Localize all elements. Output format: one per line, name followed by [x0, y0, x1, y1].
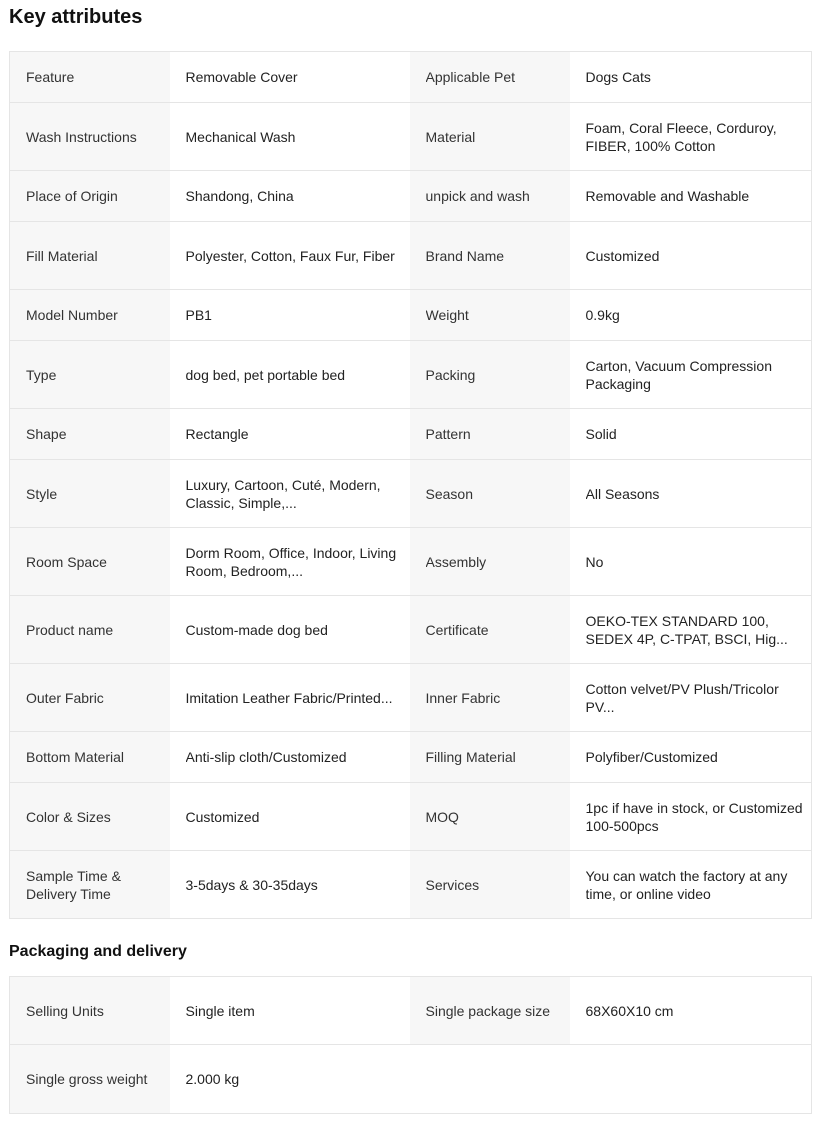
attribute-label: Applicable Pet — [425, 69, 516, 85]
attribute-value: Cotton velvet/PV Plush/Tricolor PV... — [585, 680, 779, 715]
attribute-value-cell — [170, 783, 410, 851]
attribute-value-cell — [570, 409, 812, 460]
attribute-label-cell — [410, 596, 570, 664]
attribute-label-cell — [410, 290, 570, 341]
attribute-label-cell — [410, 664, 570, 732]
attribute-label: Services — [425, 876, 480, 893]
attribute-label: Fill Material — [26, 247, 98, 264]
attribute-value-cell — [570, 528, 812, 596]
attribute-value-cell — [570, 171, 812, 222]
attribute-label: Filling Material — [425, 749, 516, 765]
attribute-label-cell — [10, 222, 170, 290]
packaging-table — [9, 976, 812, 1114]
attribute-label: Assembly — [425, 553, 487, 570]
attribute-value: PB1 — [185, 307, 212, 323]
attribute-value-cell — [570, 103, 812, 171]
attribute-value-cell — [570, 732, 812, 783]
attribute-label: Product name — [26, 621, 114, 638]
attribute-label-cell — [410, 341, 570, 409]
attribute-row — [10, 52, 812, 103]
attribute-label-cell — [10, 171, 170, 222]
attribute-value-cell — [170, 460, 410, 528]
attribute-value: 0.9kg — [585, 307, 620, 323]
attribute-value: dog bed, pet portable bed — [185, 366, 346, 383]
attribute-label: Selling Units — [26, 1002, 104, 1019]
attribute-value-cell — [570, 664, 812, 732]
attribute-label: Sample Time & Delivery Time — [26, 867, 121, 902]
attribute-value: You can watch the factory at any time, or online video — [585, 867, 788, 902]
attribute-label-cell — [10, 103, 170, 171]
attribute-label: Feature — [26, 69, 75, 85]
attribute-row — [10, 596, 812, 664]
attribute-value-cell — [170, 977, 410, 1045]
attribute-row — [10, 341, 812, 409]
attribute-label: Brand Name — [425, 247, 505, 264]
attribute-row — [10, 977, 812, 1045]
attribute-label-cell — [410, 52, 570, 103]
attribute-value: Removable Cover — [185, 69, 298, 85]
attribute-label-cell — [10, 341, 170, 409]
attribute-value: All Seasons — [585, 485, 660, 502]
attribute-label: Bottom Material — [26, 749, 125, 765]
attribute-label: Room Space — [26, 553, 107, 570]
attribute-label: Color & Sizes — [26, 808, 111, 825]
attribute-value: Custom-made dog bed — [185, 621, 328, 638]
attribute-label-cell — [410, 222, 570, 290]
attribute-value-cell — [570, 52, 812, 103]
attribute-row — [10, 222, 812, 290]
attribute-label: Model Number — [26, 307, 118, 323]
attribute-label: Certificate — [425, 621, 489, 638]
attribute-label-cell — [410, 977, 570, 1045]
attribute-label-cell — [10, 409, 170, 460]
attribute-label-cell — [10, 52, 170, 103]
attribute-label-cell — [10, 596, 170, 664]
attribute-label-cell — [410, 732, 570, 783]
attribute-label-cell — [10, 528, 170, 596]
attribute-value-cell — [570, 783, 812, 851]
attribute-value: Carton, Vacuum Compression Packaging — [585, 357, 772, 392]
attribute-value: Customized — [185, 808, 260, 825]
attribute-label: Single gross weight — [26, 1071, 148, 1087]
attribute-value-cell — [170, 528, 410, 596]
attribute-value: Anti-slip cloth/Customized — [185, 749, 347, 765]
attribute-value-cell — [170, 664, 410, 732]
attribute-value-cell — [170, 732, 410, 783]
attribute-value: OEKO-TEX STANDARD 100, SEDEX 4P, C-TPAT, BSCI, Hig... — [585, 612, 788, 647]
attribute-value: Foam, Coral Fleece, Corduroy, FIBER, 100% Cotton — [585, 119, 777, 154]
attribute-row — [10, 664, 812, 732]
attribute-label-cell — [410, 103, 570, 171]
attribute-value-cell — [570, 596, 812, 664]
attribute-value-cell — [570, 341, 812, 409]
attribute-label: Outer Fabric — [26, 689, 104, 706]
attribute-label: Material — [425, 128, 476, 145]
attribute-value: Solid — [585, 426, 617, 442]
attribute-label-cell — [410, 460, 570, 528]
attribute-value: Imitation Leather Fabric/Printed... — [185, 689, 393, 706]
attribute-value-cell — [170, 1045, 410, 1114]
attribute-value: Shandong, China — [185, 188, 294, 204]
attribute-label-cell — [10, 1045, 170, 1114]
attribute-label: Wash Instructions — [26, 128, 137, 145]
attribute-value: Dogs Cats — [585, 69, 651, 85]
attribute-value-cell — [570, 222, 812, 290]
attribute-value-cell — [170, 222, 410, 290]
attribute-value: No — [585, 553, 604, 570]
attribute-value-cell — [170, 103, 410, 171]
attribute-value: 68X60X10 cm — [585, 1002, 674, 1019]
attribute-value: Mechanical Wash — [185, 128, 296, 145]
attribute-label: Inner Fabric — [425, 689, 501, 706]
attribute-label-cell — [10, 783, 170, 851]
attribute-label-cell — [410, 528, 570, 596]
attribute-value-cell — [570, 851, 812, 919]
attribute-value: Customized — [585, 247, 660, 264]
attribute-label: Shape — [26, 426, 67, 442]
attribute-label: Season — [425, 485, 473, 502]
attribute-label-cell — [410, 851, 570, 919]
attribute-value: 3-5days & 30-35days — [185, 876, 318, 893]
attribute-label-cell — [10, 664, 170, 732]
attribute-label-cell — [10, 977, 170, 1045]
attribute-label-cell — [410, 783, 570, 851]
key-attributes-body — [10, 52, 812, 919]
attribute-row — [10, 1045, 812, 1114]
attribute-label: Style — [26, 485, 58, 502]
packaging-body — [10, 977, 812, 1114]
attribute-row — [10, 732, 812, 783]
packaging-title: Packaging and delivery — [9, 943, 187, 960]
attribute-value: 1pc if have in stock, or Customized 100-500pcs — [585, 799, 803, 834]
attribute-label-cell — [410, 409, 570, 460]
attribute-label: Place of Origin — [26, 188, 118, 204]
attribute-value: 2.000 kg — [185, 1071, 240, 1087]
attribute-value-cell — [170, 341, 410, 409]
attribute-label: Packing — [425, 366, 476, 383]
attribute-label: unpick and wash — [425, 188, 530, 204]
attribute-row — [10, 783, 812, 851]
attribute-value: Polyfiber/Customized — [585, 749, 718, 765]
attribute-value-cell — [170, 596, 410, 664]
attribute-value-cell — [170, 851, 410, 919]
attribute-row — [10, 409, 812, 460]
attribute-value-cell — [170, 52, 410, 103]
empty-cell — [410, 1045, 570, 1114]
attribute-label-cell — [10, 460, 170, 528]
attribute-label-cell — [10, 732, 170, 783]
attribute-row — [10, 528, 812, 596]
attribute-value: Single item — [185, 1002, 255, 1019]
attribute-row — [10, 851, 812, 919]
attribute-value-cell — [170, 290, 410, 341]
attribute-label: MOQ — [425, 808, 459, 825]
attribute-value: Luxury, Cartoon, Cuté, Modern, Classic, Simple,... — [185, 476, 381, 511]
attribute-value-cell — [570, 290, 812, 341]
attribute-label: Weight — [425, 307, 469, 323]
attribute-label-cell — [10, 290, 170, 341]
attribute-value: Rectangle — [185, 426, 249, 442]
attribute-row — [10, 171, 812, 222]
key-attributes-title: Key attributes — [9, 6, 143, 28]
attribute-value-cell — [170, 171, 410, 222]
attribute-label: Pattern — [425, 426, 471, 442]
empty-cell — [570, 1045, 812, 1114]
attribute-value: Dorm Room, Office, Indoor, Living Room, Bedroom,... — [185, 544, 397, 579]
attribute-row — [10, 103, 812, 171]
attribute-row — [10, 460, 812, 528]
attribute-value: Removable and Washable — [585, 188, 750, 204]
attribute-value-cell — [570, 977, 812, 1045]
attribute-value-cell — [170, 409, 410, 460]
attribute-value: Polyester, Cotton, Faux Fur, Fiber — [185, 247, 395, 264]
key-attributes-table — [9, 51, 812, 919]
attribute-value-cell — [570, 460, 812, 528]
attribute-label-cell — [410, 171, 570, 222]
attribute-row — [10, 290, 812, 341]
attribute-label: Type — [26, 366, 57, 383]
attribute-label-cell — [10, 851, 170, 919]
attribute-label: Single package size — [425, 1002, 551, 1019]
